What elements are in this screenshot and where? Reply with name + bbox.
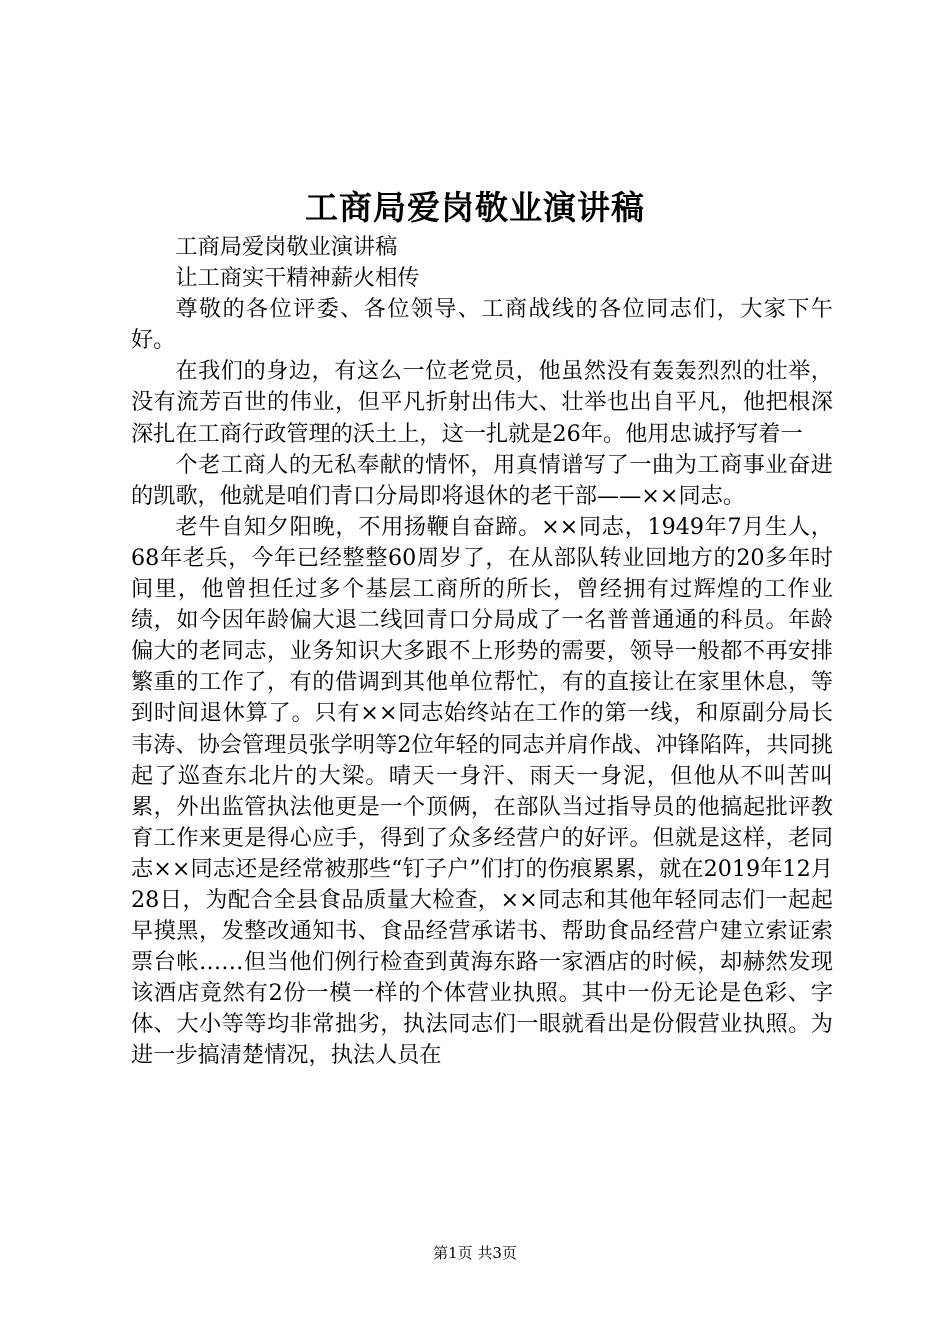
paragraph-greeting: 尊敬的各位评委、各位领导、工商战线的各位同志们，大家下午好。 [131, 296, 833, 354]
paragraph-intro: 在我们的身边，有这么一位老党员，他虽然没有轰轰烈烈的壮举，没有流芳百世的伟业，但平凡折射出伟大、壮举也出自平凡，他把根深深扎在工商行政管理的沃土上，这一扎就是26年。他用忠诚抒写着一 [131, 358, 833, 447]
paragraph-continuation: 个老工商人的无私奉献的情怀，用真情谱写了一曲为工商事业奋进的凯歌，他就是咱们青口分局即将退休的老干部——××同志。 [131, 451, 833, 509]
paragraph-subtitle: 工商局爱岗敬业演讲稿 [175, 234, 398, 260]
document-body [131, 232, 833, 1072]
paragraph-theme: 让工商实干精神薪火相传 [175, 265, 420, 292]
paragraph-story: 老牛自知夕阳晚，不用扬鞭自奋蹄。××同志，1949年7月生人，68年老兵，今年已经整整60周岁了，在从部队转业回地方的20多年时间里，他曾担任过多个基层工商所的所长，曾经拥有过辉煌的工作业绩，如今因年龄偏大退二线回青口分局成了一名普普通通的科员。年龄偏大的老同志，业务知识大多跟不上形势的需要，领导一般都不再安排繁重的工作了，有的借调到其他单位帮忙，有的直接让在家里休息，等到时间退休算了。只有××同志始终站在工作的第一线，和原副分局长韦涛、协会管理员张学明等2位年轻的同志并肩作战、冲锋陷阵，共同挑起了巡查东北片的大梁。晴天一身汗、雨天一身泥，但他从不叫苦叫累，外出监管执法他更是一个顶俩，在部队当过指导员的他搞起批评教育工作来更是得心应手，得到了众多经营户的好评。但就是这样，老同志××同志还是经常被那些“钉子户”们打的伤痕累累，就在2019年12月28日，为配合全县食品质量大检查，××同志和其他年轻同志们一起起早摸黑，发整改通知书、食品经营承诺书、帮助食品经营户建立索证索票台帐……但当他们例行检查到黄海东路一家酒店的时候，却赫然发现该酒店竟然有2份一模一样的个体营业执照。其中一份无论是色彩、字体、大小等等均非常拙劣，执法同志们一眼就看出是份假营业执照。为进一步搞清楚情况，执法人员在 [131, 513, 833, 1069]
document-title: 工商局爱岗敬业演讲稿 [305, 188, 645, 227]
page-footer: 第1页 共3页 [433, 1244, 517, 1262]
